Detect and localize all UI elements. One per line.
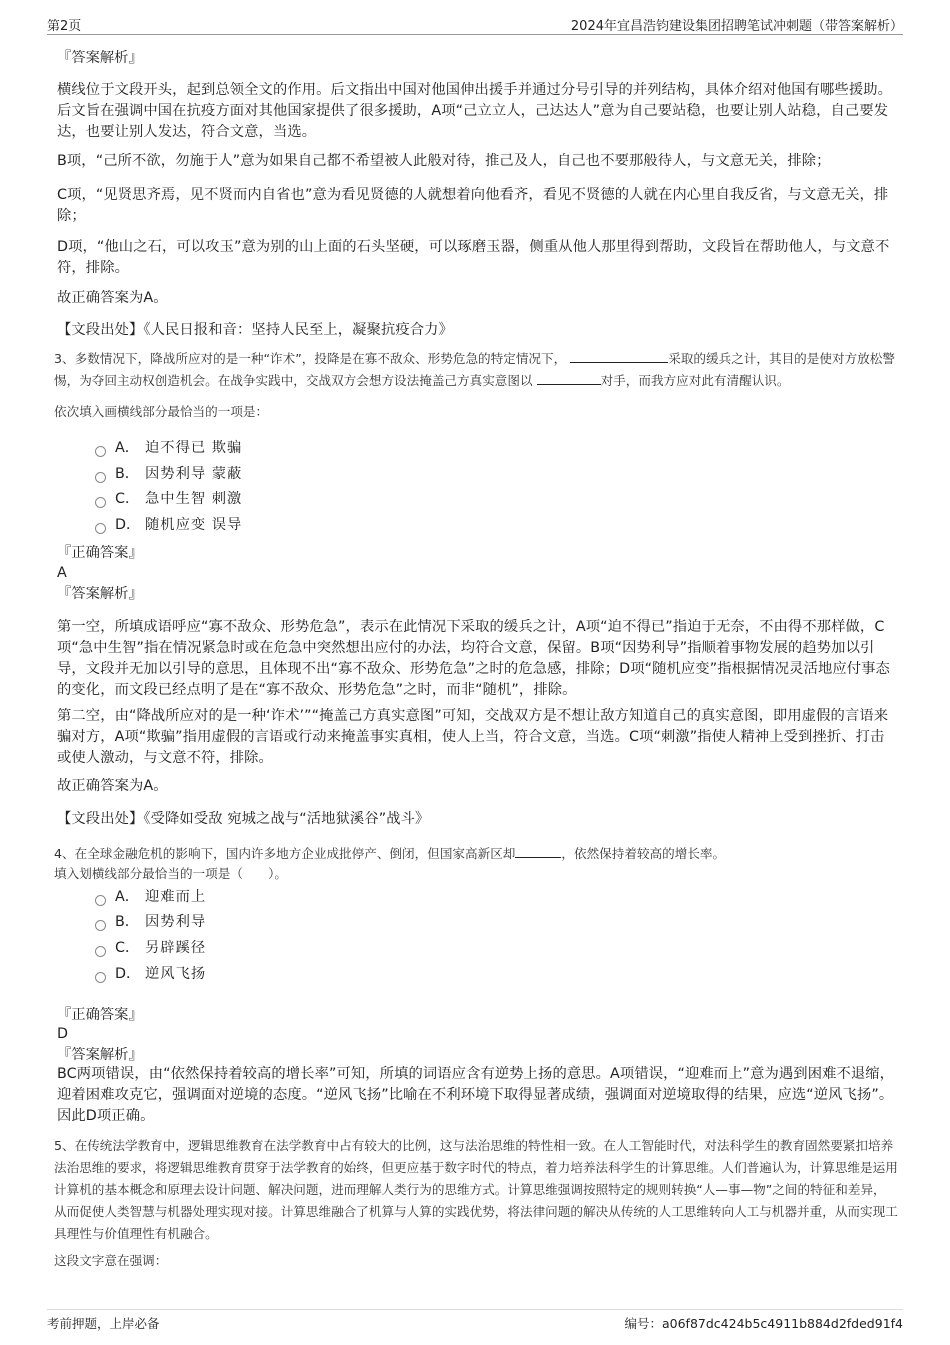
- q4-option-c[interactable]: C． 另辟蹊径: [95, 937, 206, 959]
- q2-analysis-p1: 横线位于文段开头，起到总领全文的作用。后文指出中国对他国伸出援手并通过分号引导的并列结构，具体介绍对他国有哪些援助。后文旨在强调中国在抗疫方面对其他国家提供了很多援助，A项“己立立人，己达达人”意为自己要站稳，也要让别人站稳，自己要发达，也要让别人发达，符合文意，当选。: [57, 82, 893, 140]
- question-5-stem: 5、在传统法学教育中，逻辑思维教育在法学教育中占有较大的比例，这与法治思维的特性相一致。在人工智能时代，对法科学生的教育固然要紧扣培养法治思维的要求，将逻辑思维教育贯穿于法学教育的始终，但更应基于数字时代的特点，着力培养法科学生的计算思维。人们普遍认为，计算思维是运用计算机的基本概念和原理去设计问题、解决问题，进而理解人类行为的思维方式。计算思维强调按照特定的规则转换“人—事—物”之间的特征和差异，从而促使人类智慧与机器处理实现对接。计算思维融合了机算与人算的实践优势，将法律问题的解决从传统的人工思维转向人工与机器并重，从而实现工具理性与价值理性有机融合。: [54, 1138, 898, 1241]
- q3-answer: A: [57, 565, 67, 581]
- page-footer: [47, 1309, 903, 1331]
- q4-answer-label: 『正确答案』: [57, 1007, 143, 1023]
- q2-analysis-p4: D项，“他山之石，可以攻玉”意为别的山上面的石头坚硬，可以琢磨玉器，侧重从他人那里得到帮助，文段旨在帮助他人，与文意不符，排除。: [57, 239, 890, 276]
- q4-analysis-label: 『答案解析』: [57, 1047, 143, 1063]
- radio-icon[interactable]: [95, 446, 106, 457]
- fill-blank-1: [570, 349, 668, 363]
- q3-analysis-p2: 第二空，由“降战所应对的是一种‘诈术’”“掩盖己方真实意图”可知，交战双方是不想让敌方知道自己的真实意图，即用虚假的言语来骗对方，A项“欺骗”指用虚假的言语或行动来掩盖事实真相，使人上当，符合文意，当选。C项“刺激”指使人精神上受到挫折、打击或使人激动，与文意不符，排除。: [57, 708, 889, 766]
- q3-option-a[interactable]: A． 迫不得已 欺骗: [95, 437, 242, 459]
- radio-icon[interactable]: [95, 920, 106, 931]
- q4-answer: D: [57, 1026, 69, 1042]
- q3-analysis-label: 『答案解析』: [57, 586, 143, 602]
- analysis-label: 『答案解析』: [57, 50, 143, 66]
- footer-slogan: 考前押题，上岸必备: [47, 1316, 160, 1331]
- radio-icon[interactable]: [95, 497, 106, 508]
- q4-option-a[interactable]: A． 迎难而上: [95, 886, 206, 908]
- page-header: [47, 14, 903, 35]
- q3-option-b[interactable]: B． 因势利导 蒙蔽: [95, 463, 242, 485]
- radio-icon[interactable]: [95, 895, 106, 906]
- q3-option-c[interactable]: C． 急中生智 刺激: [95, 488, 242, 510]
- q4-option-d[interactable]: D． 逆风飞扬: [95, 963, 206, 985]
- radio-icon[interactable]: [95, 472, 106, 483]
- page-number: 第2页: [47, 19, 82, 34]
- q2-source: 【文段出处】《人民日报和音：坚持人民至上，凝聚抗疫合力》: [57, 322, 453, 338]
- q3-answer-label: 『正确答案』: [57, 545, 143, 561]
- document-title: 2024年宜昌浩钧建设集团招聘笔试冲刺题（带答案解析）: [570, 19, 903, 34]
- q2-analysis-label-block: [57, 48, 895, 69]
- question-5-prompt: 这段文字意在强调：: [54, 1253, 168, 1268]
- fill-blank-2: [537, 371, 601, 385]
- question-3-stem: 3、多数情况下，降战所应对的是一种“诈术”，投降是在寡不敌众、形势危急的特定情况下， 采取的缓兵之计，其目的是使对方放松警惕，为夺回主动权创造机会。在战争实践中，交战双方会想方设法掩盖己方真实意图以 对手，而我方应对此有清醒认识。: [54, 351, 895, 388]
- radio-icon[interactable]: [95, 523, 106, 534]
- radio-icon[interactable]: [95, 972, 106, 983]
- question-3-prompt: 依次填入画横线部分最恰当的一项是：: [54, 404, 269, 419]
- q4-analysis-p1: BC两项错误，由“依然保持着较高的增长率”可知，所填的词语应含有逆势上扬的意思。A项错误，“迎难而上”意为遇到困难不退缩，迎着困难攻克它，强调面对逆境的态度。“逆风飞扬”比喻在不利环境下取得显著成绩，强调面对逆境取得的结果，应选“逆风飞扬”。因此D项正确。: [57, 1066, 895, 1124]
- q2-analysis-p3: C项，“见贤思齐焉，见不贤而内自省也”意为看见贤德的人就想着向他看齐，看见不贤德的人就在内心里自我反省，与文意无关，排除；: [57, 187, 889, 224]
- fill-blank: [515, 844, 561, 858]
- q3-analysis-p1: 第一空，所填成语呼应“寡不敌众、形势危急”，表示在此情况下采取的缓兵之计，A项“迫不得已”指迫于无奈，不由得不那样做，C项“急中生智”指在情况紧急时或在危急中突然想出应付的办法，均符合文意，保留。B项“因势利导”指顺着事物发展的趋势加以引导，文段并无加以引导的意思，且体现不出“寡不敌众、形势危急”之时的危急感，排除；D项“随机应变”指根据情况灵活地应付事态的变化，而文段已经点明了是在“寡不敌众、形势危急”之时，而非“随机”，排除。: [57, 619, 890, 698]
- q3-conclusion: 故正确答案为A。: [57, 778, 168, 794]
- q2-conclusion: 故正确答案为A。: [57, 290, 168, 306]
- q2-analysis-p2: B项，“己所不欲，勿施于人”意为如果自己都不希望被人此般对待，推己及人，自己也不要那般待人，与文意无关，排除；: [57, 153, 831, 169]
- document-id: 编号：a06f87dc424b5c4911b884d2fded91f4: [624, 1316, 903, 1331]
- question-4-stem: 4、在全球金融危机的影响下，国内许多地方企业成批停产、倒闭，但国家高新区却 ，依然保持着较高的增长率。 填入划横线部分最恰当的一项是（ ）。: [54, 846, 726, 881]
- q4-option-b[interactable]: B． 因势利导: [95, 911, 206, 933]
- q3-option-d[interactable]: D． 随机应变 误导: [95, 514, 242, 536]
- radio-icon[interactable]: [95, 946, 106, 957]
- q3-source: 【文段出处】《受降如受敌 宛城之战与“活地狱溪谷”战斗》: [57, 811, 430, 827]
